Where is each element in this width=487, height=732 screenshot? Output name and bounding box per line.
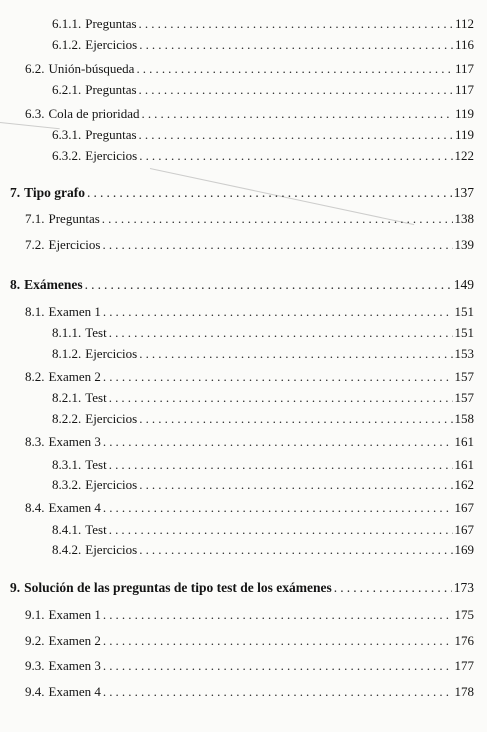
toc-entry-page: 149 <box>453 277 474 292</box>
toc-entry-number: 8.4.2. <box>52 542 82 557</box>
toc-entry-number: 7.1. <box>25 211 45 226</box>
toc-entry-number: 7.2. <box>25 237 45 252</box>
toc-entry-number: 8.2.2. <box>52 411 82 426</box>
toc-entry-page: 169 <box>454 542 474 557</box>
dot-leader <box>139 148 452 164</box>
toc-entry-title: Ejercicios <box>48 237 101 252</box>
dot-leader <box>102 211 453 227</box>
dot-leader <box>109 390 453 406</box>
toc-entry-7-1[interactable] <box>25 211 474 227</box>
toc-entry-number: 7. <box>10 185 21 200</box>
dot-leader <box>139 127 453 143</box>
toc-entry-title: Tipo grafo <box>24 185 86 200</box>
toc-entry-page: 175 <box>454 607 474 622</box>
toc-entry-6-2[interactable] <box>25 61 474 77</box>
toc-entry-6-3[interactable] <box>25 106 474 122</box>
toc-entry-number: 8.2.1. <box>52 390 82 405</box>
toc-entry-page: 178 <box>454 684 474 699</box>
toc-entry-title: Examen 4 <box>48 684 101 699</box>
scan-artifact-line <box>0 122 60 129</box>
dot-leader <box>103 658 453 674</box>
toc-entry-title: Preguntas <box>85 127 137 142</box>
dot-leader <box>141 106 452 122</box>
toc-entry-title: Test <box>85 390 107 405</box>
toc-entry-page: 117 <box>454 61 474 76</box>
toc-entry-6-3-2[interactable] <box>52 148 474 164</box>
toc-entry-page: 119 <box>454 106 474 121</box>
toc-entry-number: 6.3.1. <box>52 127 82 142</box>
dot-leader <box>139 16 453 32</box>
toc-entry-title: Test <box>85 325 107 340</box>
toc-entry-page: 177 <box>454 658 474 673</box>
toc-entry-title: Solución de las preguntas de tipo test de los exámenes <box>24 580 332 595</box>
toc-entry-number: 8.4.1. <box>52 522 82 537</box>
toc-entry-6-1-1[interactable] <box>52 16 474 32</box>
toc-entry-page: 161 <box>454 457 474 472</box>
toc-entry-number: 8.4. <box>25 500 45 515</box>
toc-entry-number: 6.2.1. <box>52 82 82 97</box>
toc-entry-page: 162 <box>454 477 474 492</box>
dot-leader <box>103 304 453 320</box>
toc-entry-number: 8.1. <box>25 304 45 319</box>
toc-entry-number: 6.3.2. <box>52 148 82 163</box>
toc-entry-title: Preguntas <box>85 82 137 97</box>
toc-entry-6-2-1[interactable] <box>52 82 474 98</box>
toc-entry-number: 9.3. <box>25 658 45 673</box>
dot-leader <box>103 633 453 649</box>
dot-leader <box>103 607 453 623</box>
toc-entry-page: 112 <box>454 16 474 31</box>
toc-entry-page: 161 <box>454 434 474 449</box>
toc-entry-title: Ejercicios <box>85 346 138 361</box>
toc-entry-title: Ejercicios <box>85 411 138 426</box>
toc-entry-8-3[interactable] <box>25 434 474 450</box>
toc-entry-page: 157 <box>454 369 474 384</box>
toc-entry-page: 137 <box>453 185 474 200</box>
toc-entry-page: 119 <box>454 127 474 142</box>
toc-entry-number: 6.3. <box>25 106 45 121</box>
dot-leader <box>334 580 452 596</box>
toc-entry-title: Preguntas <box>48 211 100 226</box>
toc-chapter-7[interactable] <box>10 185 474 201</box>
dot-leader <box>103 500 453 516</box>
toc-entry-title: Ejercicios <box>85 148 138 163</box>
dot-leader <box>102 237 452 253</box>
toc-entry-page: 116 <box>454 37 474 52</box>
dot-leader <box>139 346 452 362</box>
toc-entry-number: 8.1.1. <box>52 325 82 340</box>
dot-leader <box>109 522 453 538</box>
toc-entry-8-2-2[interactable] <box>52 411 474 427</box>
toc-entry-title: Preguntas <box>85 16 137 31</box>
toc-entry-7-2[interactable] <box>25 237 474 253</box>
toc-entry-page: 122 <box>454 148 474 163</box>
dot-leader <box>139 82 453 98</box>
toc-entry-page: 157 <box>454 390 474 405</box>
toc-entry-number: 8. <box>10 277 21 292</box>
toc-entry-8-1[interactable] <box>25 304 474 320</box>
dot-leader <box>136 61 453 77</box>
toc-entry-title: Ejercicios <box>85 37 138 52</box>
toc-entry-number: 6.1.1. <box>52 16 82 31</box>
toc-entry-title: Examen 3 <box>48 434 101 449</box>
toc-entry-title: Test <box>85 457 107 472</box>
toc-entry-page: 158 <box>454 411 474 426</box>
toc-entry-page: 176 <box>454 633 474 648</box>
toc-entry-page: 173 <box>453 580 474 595</box>
toc-entry-number: 6.1.2. <box>52 37 82 52</box>
toc-entry-9-1[interactable] <box>25 607 474 623</box>
toc-entry-page: 139 <box>454 237 474 252</box>
dot-leader <box>139 477 452 493</box>
toc-entry-title: Examen 1 <box>48 607 101 622</box>
toc-entry-number: 8.3.2. <box>52 477 82 492</box>
toc-entry-8-4-2[interactable] <box>52 542 474 558</box>
toc-entry-9-3[interactable] <box>25 658 474 674</box>
toc-entry-number: 9. <box>10 580 21 595</box>
toc-entry-8-3-1[interactable] <box>52 457 474 473</box>
dot-leader <box>109 457 453 473</box>
dot-leader <box>109 325 453 341</box>
toc-entry-page: 167 <box>454 522 474 537</box>
dot-leader <box>87 185 452 201</box>
toc-entry-number: 8.2. <box>25 369 45 384</box>
toc-entry-title: Ejercicios <box>85 542 138 557</box>
toc-chapter-9[interactable] <box>10 580 474 596</box>
toc-entry-number: 6.2. <box>25 61 45 76</box>
toc-entry-page: 167 <box>454 500 474 515</box>
toc-entry-title: Cola de prioridad <box>48 106 140 121</box>
dot-leader <box>85 277 452 293</box>
toc-entry-page: 151 <box>454 304 474 319</box>
toc-entry-page: 153 <box>454 346 474 361</box>
toc-entry-8-4-1[interactable] <box>52 522 474 538</box>
toc-entry-title: Examen 3 <box>48 658 101 673</box>
toc-entry-8-1-1[interactable] <box>52 325 474 341</box>
toc-entry-6-1-2[interactable] <box>52 37 474 53</box>
toc-entry-8-4[interactable] <box>25 500 474 516</box>
toc-entry-8-2[interactable] <box>25 369 474 385</box>
toc-entry-9-2[interactable] <box>25 633 474 649</box>
dot-leader <box>103 684 453 700</box>
toc-entry-number: 8.1.2. <box>52 346 82 361</box>
toc-entry-title: Examen 2 <box>48 633 101 648</box>
toc-entry-number: 9.1. <box>25 607 45 622</box>
toc-entry-title: Examen 2 <box>48 369 101 384</box>
toc-entry-6-3-1[interactable] <box>52 127 474 143</box>
toc-entry-number: 8.3.1. <box>52 457 82 472</box>
toc-entry-title: Exámenes <box>24 277 83 292</box>
toc-entry-title: Examen 1 <box>48 304 101 319</box>
dot-leader <box>103 369 453 385</box>
dot-leader <box>139 411 452 427</box>
dot-leader <box>103 434 453 450</box>
toc-entry-8-3-2[interactable] <box>52 477 474 493</box>
toc-entry-title: Ejercicios <box>85 477 138 492</box>
toc-entry-9-4[interactable] <box>25 684 474 700</box>
toc-entry-page: 138 <box>454 211 474 226</box>
toc-entry-title: Examen 4 <box>48 500 101 515</box>
toc-chapter-8[interactable] <box>10 277 474 293</box>
dot-leader <box>139 37 453 53</box>
dot-leader <box>139 542 452 558</box>
toc-entry-title: Unión-búsqueda <box>48 61 135 76</box>
toc-entry-number: 9.2. <box>25 633 45 648</box>
toc-entry-8-1-2[interactable] <box>52 346 474 362</box>
toc-entry-8-2-1[interactable] <box>52 390 474 406</box>
toc-entry-number: 9.4. <box>25 684 45 699</box>
toc-entry-title: Test <box>85 522 107 537</box>
toc-entry-number: 8.3. <box>25 434 45 449</box>
toc-entry-page: 117 <box>454 82 474 97</box>
toc-entry-page: 151 <box>454 325 474 340</box>
